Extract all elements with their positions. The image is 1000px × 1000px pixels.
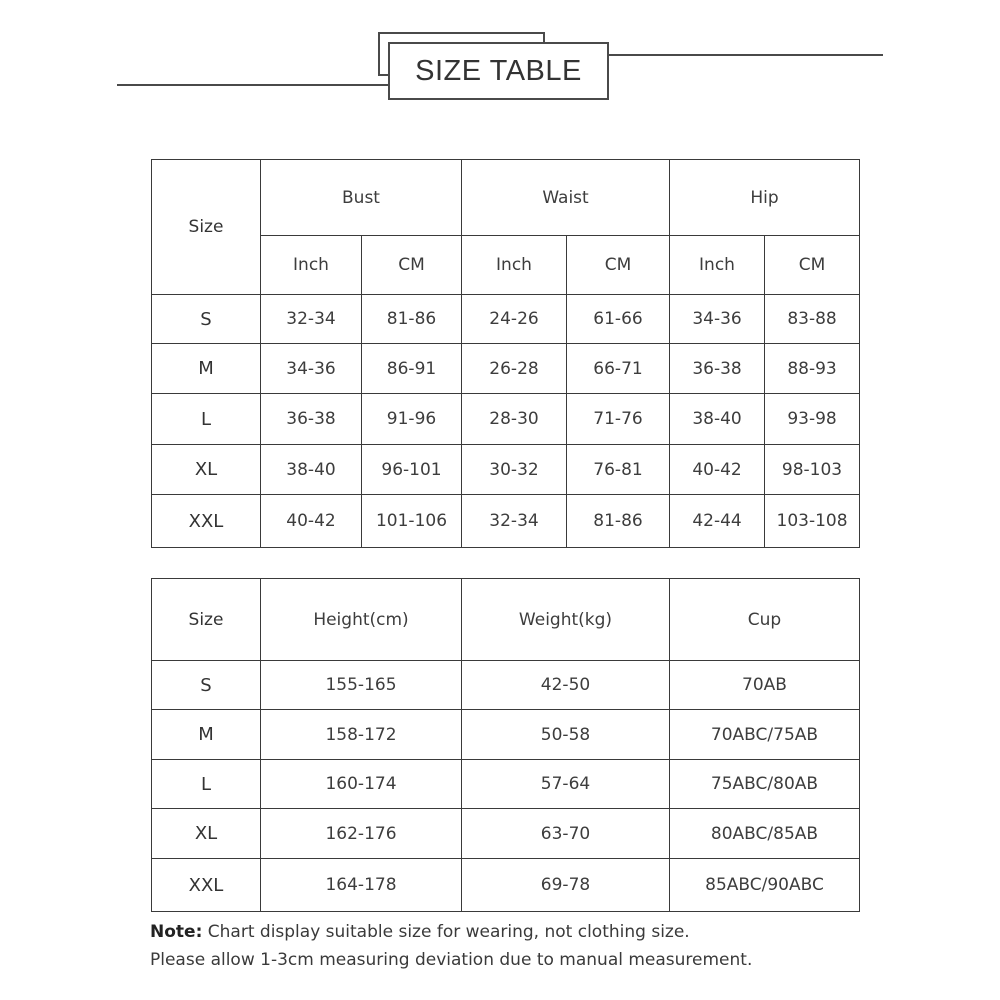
table-cell: 34-36: [261, 344, 362, 394]
measurements-table: [151, 159, 860, 548]
measurements-group-header-row: [152, 160, 860, 236]
table-cell: 36-38: [670, 344, 765, 394]
table-cell: 34-36: [670, 295, 765, 344]
unit-header: Inch: [261, 236, 362, 295]
table-cell: 101-106: [362, 495, 462, 548]
weight-cell: 69-78: [462, 859, 670, 912]
table-cell: 98-103: [765, 445, 860, 495]
size-cell: XXL: [152, 859, 261, 912]
size-cell: M: [152, 710, 261, 760]
table-cell: 81-86: [567, 495, 670, 548]
cup-cell: 80ABC/85AB: [670, 809, 860, 859]
weight-cell: 57-64: [462, 760, 670, 809]
table-cell: 32-34: [261, 295, 362, 344]
table-row: [152, 445, 860, 495]
table-cell: 32-34: [462, 495, 567, 548]
table-cell: 40-42: [261, 495, 362, 548]
table-row: [152, 295, 860, 344]
table-cell: 26-28: [462, 344, 567, 394]
title-frame-back-stub: [378, 74, 388, 76]
group-header-bust: Bust: [261, 160, 462, 236]
header-rule-left: [117, 84, 390, 86]
height-cell: 162-176: [261, 809, 462, 859]
size-cell: L: [152, 394, 261, 445]
table-cell: 71-76: [567, 394, 670, 445]
size-cell: L: [152, 760, 261, 809]
table-cell: 38-40: [261, 445, 362, 495]
table-cell: 40-42: [670, 445, 765, 495]
table-row: [152, 495, 860, 548]
unit-header: CM: [567, 236, 670, 295]
fit-header-row: [152, 579, 860, 661]
weight-cell: 42-50: [462, 661, 670, 710]
table-cell: 61-66: [567, 295, 670, 344]
weight-cell: 63-70: [462, 809, 670, 859]
table-cell: 83-88: [765, 295, 860, 344]
fit-table: [151, 578, 860, 912]
table-row: [152, 760, 860, 809]
cup-header: Cup: [670, 579, 860, 661]
weight-cell: 50-58: [462, 710, 670, 760]
table-cell: 30-32: [462, 445, 567, 495]
height-cell: 160-174: [261, 760, 462, 809]
group-header-hip: Hip: [670, 160, 860, 236]
height-header: Height(cm): [261, 579, 462, 661]
note-label: Note:: [150, 922, 203, 942]
height-cell: 164-178: [261, 859, 462, 912]
table-row: [152, 859, 860, 912]
height-cell: 158-172: [261, 710, 462, 760]
cup-cell: 70ABC/75AB: [670, 710, 860, 760]
table-cell: 88-93: [765, 344, 860, 394]
cup-cell: 70AB: [670, 661, 860, 710]
table-row: [152, 394, 860, 445]
table-cell: 81-86: [362, 295, 462, 344]
table-row: [152, 344, 860, 394]
size-header: Size: [152, 579, 261, 661]
unit-header: Inch: [670, 236, 765, 295]
weight-header: Weight(kg): [462, 579, 670, 661]
table-cell: 42-44: [670, 495, 765, 548]
table-cell: 66-71: [567, 344, 670, 394]
size-header: Size: [152, 160, 261, 295]
size-cell: S: [152, 661, 261, 710]
table-cell: 76-81: [567, 445, 670, 495]
page-title: SIZE TABLE: [415, 55, 582, 87]
table-cell: 93-98: [765, 394, 860, 445]
table-row: [152, 809, 860, 859]
note-line-1: [150, 922, 690, 942]
size-cell: XL: [152, 445, 261, 495]
header-rule-right: [607, 54, 883, 56]
note-text: Chart display suitable size for wearing, not clothing size.: [202, 922, 690, 942]
table-cell: 28-30: [462, 394, 567, 445]
note-line-2: Please allow 1-3cm measuring deviation due to manual measurement.: [150, 950, 753, 970]
table-row: [152, 710, 860, 760]
group-header-waist: Waist: [462, 160, 670, 236]
table-row: [152, 661, 860, 710]
table-cell: 24-26: [462, 295, 567, 344]
height-cell: 155-165: [261, 661, 462, 710]
cup-cell: 75ABC/80AB: [670, 760, 860, 809]
unit-header: CM: [362, 236, 462, 295]
unit-header: CM: [765, 236, 860, 295]
table-cell: 91-96: [362, 394, 462, 445]
size-cell: XL: [152, 809, 261, 859]
header: [0, 0, 1000, 110]
table-cell: 38-40: [670, 394, 765, 445]
table-cell: 86-91: [362, 344, 462, 394]
unit-header: Inch: [462, 236, 567, 295]
size-cell: XXL: [152, 495, 261, 548]
size-cell: M: [152, 344, 261, 394]
table-cell: 103-108: [765, 495, 860, 548]
table-cell: 36-38: [261, 394, 362, 445]
size-cell: S: [152, 295, 261, 344]
table-cell: 96-101: [362, 445, 462, 495]
cup-cell: 85ABC/90ABC: [670, 859, 860, 912]
